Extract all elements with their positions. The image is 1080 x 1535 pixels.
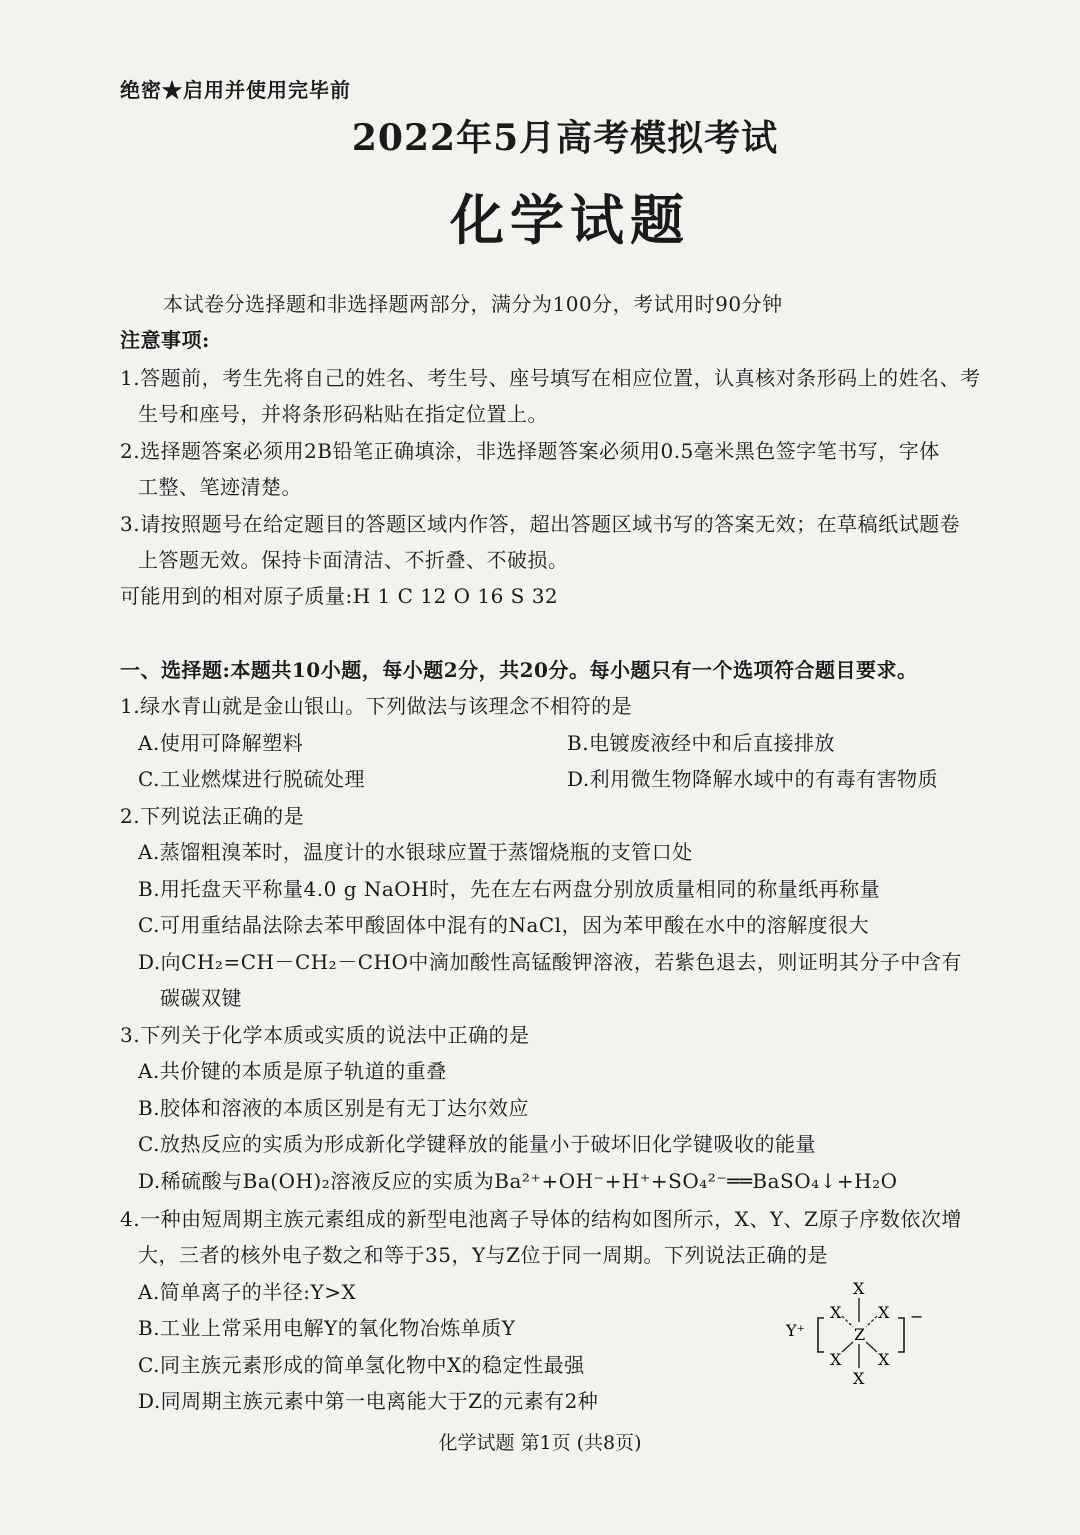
q4-option-a: A.简单离子的半径:Y>X xyxy=(138,1280,357,1304)
q1-option-c: C.工业燃煤进行脱硫处理 xyxy=(138,767,365,791)
note-line: 上答题无效。保持卡面清洁、不折叠、不破损。 xyxy=(138,548,569,572)
q1-option-d: D.利用微生物降解水域中的有毒有害物质 xyxy=(567,767,939,791)
atomic-mass-line: 可能用到的相对原子质量:H 1 C 12 O 16 S 32 xyxy=(120,584,559,608)
question-1-stem: 1.绿水青山就是金山银山。下列做法与该理念不相符的是 xyxy=(120,694,633,718)
atom-x-lower-right: X xyxy=(878,1350,890,1369)
q2-option-c: C.可用重结晶法除去苯甲酸固体中混有的NaCl，因为苯甲酸在水中的溶解度很大 xyxy=(138,913,870,937)
q1-option-b: B.电镀废液经中和后直接排放 xyxy=(567,731,836,755)
q2-option-a: A.蒸馏粗溴苯时，温度计的水银球应置于蒸馏烧瓶的支管口处 xyxy=(138,840,693,864)
left-bracket xyxy=(818,1318,824,1352)
question-4-stem-continued: 大，三者的核外电子数之和等于35，Y与Z位于同一周期。下列说法正确的是 xyxy=(138,1243,829,1267)
atom-x-upper-left: X xyxy=(830,1303,842,1322)
note-line: 工整、笔迹清楚。 xyxy=(138,475,302,499)
atom-x-lower-left: X xyxy=(830,1350,842,1369)
atom-z-center: Z xyxy=(854,1325,866,1344)
bond-upper-right xyxy=(866,1316,877,1327)
page-footer: 化学试题 第1页 (共8页) xyxy=(438,1432,642,1454)
atom-x-top: X xyxy=(853,1279,865,1298)
right-bracket xyxy=(898,1318,904,1352)
y-ion-label: Y⁺ xyxy=(786,1321,806,1340)
bond-lower-left xyxy=(842,1342,853,1352)
q1-option-a: A.使用可降解塑料 xyxy=(138,731,304,755)
bond-upper-left xyxy=(842,1316,853,1327)
q4-option-c: C.同主族元素形成的简单氢化物中X的稳定性最强 xyxy=(138,1353,585,1377)
atom-x-upper-right: X xyxy=(878,1303,890,1322)
subject-title: 化学试题 xyxy=(450,188,690,252)
note-line: 生号和座号，并将条形码粘贴在指定位置上。 xyxy=(138,402,548,426)
bond-lower-right xyxy=(866,1342,877,1352)
q4-option-b: B.工业上常采用电解Y的氧化物冶炼单质Y xyxy=(138,1316,516,1340)
question-3-stem: 3.下列关于化学本质或实质的说法中正确的是 xyxy=(120,1023,530,1047)
q2-option-d-continued: 碳碳双键 xyxy=(160,986,242,1010)
question-4-stem: 4.一种由短周期主族元素组成的新型电池离子导体的结构如图所示，X、Y、Z原子序数依次增 xyxy=(120,1207,962,1231)
ion-structure-diagram xyxy=(780,1278,940,1388)
exam-title: 2022年5月高考模拟考试 xyxy=(351,117,779,159)
q2-option-b: B.用托盘天平称量4.0 g NaOH时，先在左右两盘分别放质量相同的称量纸再称量 xyxy=(138,877,881,901)
q3-option-a: A.共价键的本质是原子轨道的重叠 xyxy=(138,1059,447,1083)
q3-option-d: D.稀硫酸与Ba(OH)₂溶液反应的实质为Ba²⁺+OH⁻+H⁺+SO₄²⁻══BaSO₄↓+H₂O xyxy=(138,1169,898,1193)
note-line: 2.选择题答案必须用2B铅笔正确填涂，非选择题答案必须用0.5毫米黑色签字笔书写，字体 xyxy=(120,439,940,463)
notes-title: 注意事项: xyxy=(120,328,210,352)
charge-label: − xyxy=(910,1307,924,1326)
confidential-label: 绝密★启用并使用完毕前 xyxy=(120,78,351,102)
note-line: 3.请按照题号在给定题目的答题区域内作答，超出答题区域书写的答案无效；在草稿纸试题卷 xyxy=(120,512,961,536)
q4-option-d: D.同周期主族元素中第一电离能大于Z的元素有2种 xyxy=(138,1389,599,1413)
q3-option-c: C.放热反应的实质为形成新化学键释放的能量小于破坏旧化学键吸收的能量 xyxy=(138,1132,816,1156)
q2-option-d: D.向CH₂=CH－CH₂－CHO中滴加酸性高锰酸钾溶液，若紫色退去，则证明其分子中含有 xyxy=(138,950,962,974)
note-line: 1.答题前，考生先将自己的姓名、考生号、座号填写在相应位置，认真核对条形码上的姓名、考 xyxy=(120,366,981,390)
atom-x-bottom: X xyxy=(853,1369,865,1388)
section-heading: 一、选择题:本题共10小题，每小题2分，共20分。每小题只有一个选项符合题目要求。 xyxy=(120,658,918,682)
q3-option-b: B.胶体和溶液的本质区别是有无丁达尔效应 xyxy=(138,1096,530,1120)
question-2-stem: 2.下列说法正确的是 xyxy=(120,804,305,828)
intro-text: 本试卷分选择题和非选择题两部分，满分为100分，考试用时90分钟 xyxy=(163,292,783,316)
